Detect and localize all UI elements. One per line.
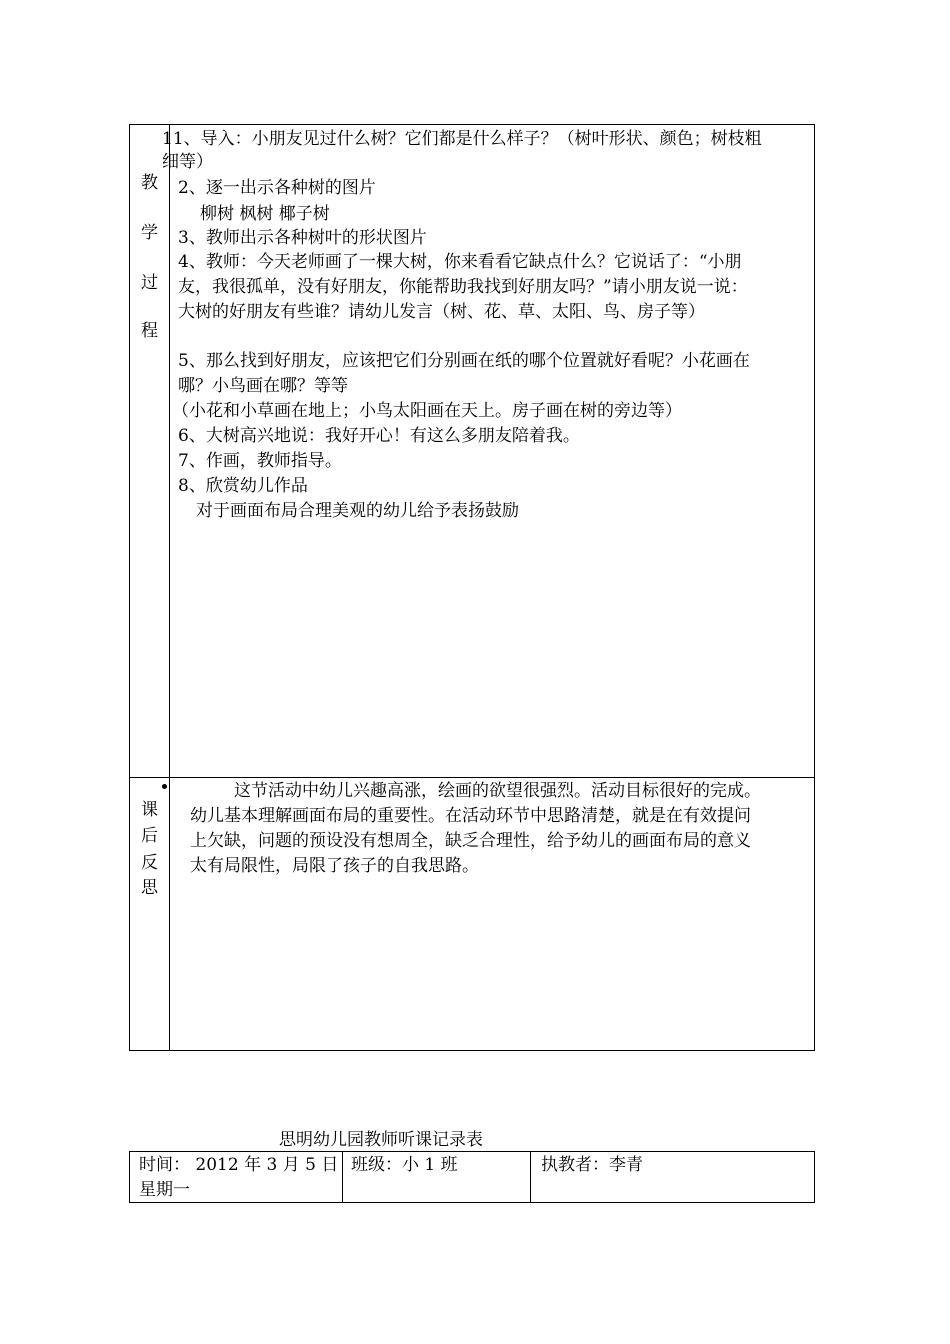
process-line: 4、教师：今天老师画了一棵大树，你来看看它缺点什么？它说话了：“小朋 — [178, 252, 742, 272]
reflection-row — [130, 778, 814, 1050]
info-table — [129, 1151, 815, 1203]
weekday-text: 星期一 — [139, 1180, 190, 1200]
process-line: 2、逐一出示各种树的图片 — [178, 178, 376, 198]
process-line: （小花和小草画在地上；小鸟太阳画在天上。房子画在树的旁边等） — [172, 401, 682, 421]
reflection-content — [170, 778, 814, 1050]
label-char: 课 — [141, 800, 158, 820]
process-line: 细等） — [162, 152, 213, 172]
label-char: 程 — [141, 321, 158, 341]
process-line: 7、作画，教师指导。 — [178, 451, 342, 471]
reflection-line: 幼儿基本理解画面布局的重要性。在活动环节中思路清楚，就是在有效提问 — [190, 806, 751, 826]
teaching-process-content — [162, 125, 814, 777]
teacher-cell — [531, 1152, 814, 1202]
time-text: 时间： 2012 年 3 月 5 日 — [139, 1155, 339, 1175]
label-char: 反 — [141, 853, 158, 873]
teaching-process-label-cell — [130, 125, 170, 777]
label-char: 学 — [141, 223, 158, 243]
time-cell — [130, 1152, 343, 1202]
process-line: 3、教师出示各种树叶的形状图片 — [178, 228, 427, 248]
label-char: 思 — [141, 878, 158, 898]
reflection-line: 上欠缺，问题的预设没有想周全，缺乏合理性，给予幼儿的画面布局的意义 — [190, 831, 751, 851]
reflection-line: 这节活动中幼儿兴趣高涨，绘画的欲望很强烈。活动目标很好的完成。 — [234, 781, 761, 801]
teaching-process-row — [130, 125, 814, 778]
class-cell — [343, 1152, 531, 1202]
form-title: 思明幼儿园教师听课记录表 — [279, 1130, 483, 1150]
teacher-text: 执教者：李青 — [541, 1155, 643, 1175]
process-line: 6、大树高兴地说：我好开心！有这么多朋友陪着我。 — [178, 426, 580, 446]
process-line: 8、欣赏幼儿作品 — [178, 476, 308, 496]
class-text: 班级：小 1 班 — [351, 1155, 458, 1175]
process-line: 哪？小鸟画在哪？等等 — [178, 376, 348, 396]
process-line: 友，我很孤单，没有好朋友，你能帮助我找到好朋友吗？”请小朋友说一说： — [178, 277, 748, 297]
process-line: 对于画面布局合理美观的幼儿给予表扬鼓励 — [196, 501, 519, 521]
process-line: 5、那么找到好朋友，应该把它们分别画在纸的哪个位置就好看呢？小花画在 — [178, 351, 750, 371]
lesson-table — [129, 124, 815, 1051]
process-line: 柳树 枫树 椰子树 — [200, 204, 330, 224]
label-char: 教 — [141, 173, 158, 193]
process-line: 大树的好朋友有些谁？请幼儿发言（树、花、草、太阳、鸟、房子等） — [178, 302, 705, 322]
label-char: 后 — [141, 826, 158, 846]
reflection-line: 太有局限性，局限了孩子的自我思路。 — [190, 856, 479, 876]
process-line: 11、导入：小朋友见过什么树？它们都是什么样子？（树叶形状、颜色；树枝粗 — [162, 129, 762, 149]
label-char: 过 — [141, 273, 158, 293]
bullet-icon — [162, 784, 167, 789]
reflection-label-cell — [130, 778, 170, 1050]
